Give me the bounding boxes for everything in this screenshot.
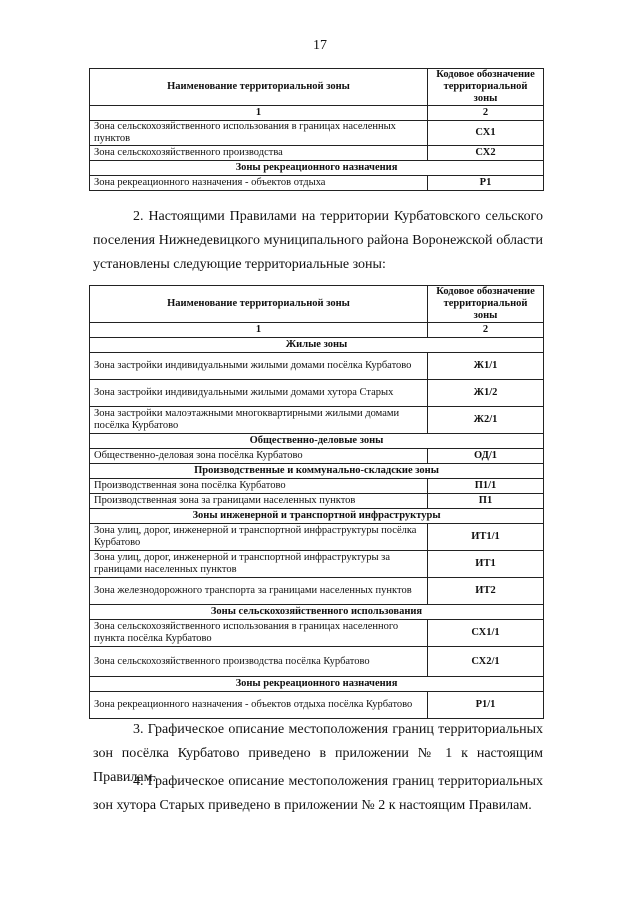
zone-code: ИТ2	[428, 578, 544, 605]
zone-row	[90, 449, 544, 464]
column-number: 1	[90, 323, 428, 338]
column-numbering-row	[90, 323, 544, 338]
table-body	[90, 286, 544, 719]
zone-code: П1/1	[428, 479, 544, 494]
zone-row	[90, 551, 544, 578]
section-row	[90, 338, 544, 353]
zone-name: Зона рекреационного назначения - объектов отдыха посёлка Курбатово	[90, 692, 428, 719]
zone-name: Зона застройки индивидуальными жилыми домами посёлка Курбатово	[90, 353, 428, 380]
section-title: Жилые зоны	[90, 338, 544, 353]
column-number: 2	[428, 106, 544, 121]
column-header-name: Наименование территориальной зоны	[90, 69, 428, 106]
zone-row	[90, 176, 544, 191]
section-title: Зоны сельскохозяйственного использования	[90, 605, 544, 620]
column-number: 2	[428, 323, 544, 338]
section-row	[90, 464, 544, 479]
zone-row	[90, 353, 544, 380]
zone-code: Р1	[428, 176, 544, 191]
zone-code: ИТ1/1	[428, 524, 544, 551]
zone-name: Зона рекреационного назначения - объектов отдыха	[90, 176, 428, 191]
zone-row	[90, 479, 544, 494]
zone-row	[90, 146, 544, 161]
zone-name: Производственная зона за границами населенных пунктов	[90, 494, 428, 509]
zone-name: Зона сельскохозяйственного использования в границах населенного пункта посёлка Курбатово	[90, 620, 428, 647]
paragraph-4	[93, 770, 543, 818]
zone-code: ОД/1	[428, 449, 544, 464]
section-row	[90, 161, 544, 176]
section-row	[90, 434, 544, 449]
section-title: Зоны инженерной и транспортной инфраструктуры	[90, 509, 544, 524]
section-row	[90, 509, 544, 524]
zone-row	[90, 407, 544, 434]
paragraph-4-text: 4. Графическое описание местоположения границ территориальных зон хутора Старых приведено в приложении № 2 к настоящим Правилам.	[93, 774, 543, 813]
section-title: Зоны рекреационного назначения	[90, 161, 544, 176]
zone-row	[90, 578, 544, 605]
table-header-row	[90, 286, 544, 323]
table-header-row	[90, 69, 544, 106]
zone-code: СХ2	[428, 146, 544, 161]
zone-code: Ж2/1	[428, 407, 544, 434]
zone-name: Зона сельскохозяйственного производства посёлка Курбатово	[90, 647, 428, 677]
zone-row	[90, 620, 544, 647]
section-row	[90, 605, 544, 620]
zone-name: Зона застройки индивидуальными жилыми домами хутора Старых	[90, 380, 428, 407]
zone-name: Общественно-деловая зона посёлка Курбатово	[90, 449, 428, 464]
zone-name: Зона сельскохозяйственного производства	[90, 146, 428, 161]
zone-code: СХ2/1	[428, 647, 544, 677]
zone-row	[90, 494, 544, 509]
column-numbering-row	[90, 106, 544, 121]
zone-name: Зона железнодорожного транспорта за границами населенных пунктов	[90, 578, 428, 605]
zone-name: Производственная зона посёлка Курбатово	[90, 479, 428, 494]
section-row	[90, 677, 544, 692]
section-title: Общественно-деловые зоны	[90, 434, 544, 449]
zone-row	[90, 524, 544, 551]
table-body	[90, 69, 544, 191]
column-header-name: Наименование территориальной зоны	[90, 286, 428, 323]
zone-code: П1	[428, 494, 544, 509]
zones-table-continued	[89, 68, 544, 191]
page-number: 17	[313, 38, 327, 53]
zone-name: Зона сельскохозяйственного использования в границах населенных пунктов	[90, 121, 428, 146]
paragraph-2-text: 2. Настоящими Правилами на территории Курбатовского сельского поселения Нижнедевицкого муниципального района Воронежской области установлены следующие территориальные зоны:	[93, 209, 543, 272]
zone-code: ИТ1	[428, 551, 544, 578]
paragraph-3-text: 3. Графическое описание местоположения границ территориальных зон посёлка Курбатово приведено в приложении № 1 к настоящим Правилам.	[93, 722, 543, 785]
column-header-code: Кодовое обозначение территориальной зоны	[428, 286, 544, 323]
zone-name: Зона застройки малоэтажными многоквартирными жилыми домами посёлка Курбатово	[90, 407, 428, 434]
zones-table	[89, 285, 544, 719]
zone-row	[90, 380, 544, 407]
zone-code: СХ1/1	[428, 620, 544, 647]
zone-code: Ж1/1	[428, 353, 544, 380]
section-title: Зоны рекреационного назначения	[90, 677, 544, 692]
section-title: Производственные и коммунально-складские зоны	[90, 464, 544, 479]
column-header-code: Кодовое обозначение территориальной зоны	[428, 69, 544, 106]
paragraph-2	[93, 205, 543, 277]
zone-code: Р1/1	[428, 692, 544, 719]
column-number: 1	[90, 106, 428, 121]
zone-name: Зона улиц, дорог, инженерной и транспортной инфраструктуры за границами населенных пунктов	[90, 551, 428, 578]
zone-row	[90, 647, 544, 677]
zone-row	[90, 121, 544, 146]
zone-code: СХ1	[428, 121, 544, 146]
zone-code: Ж1/2	[428, 380, 544, 407]
zone-row	[90, 692, 544, 719]
zone-name: Зона улиц, дорог, инженерной и транспортной инфраструктуры посёлка Курбатово	[90, 524, 428, 551]
